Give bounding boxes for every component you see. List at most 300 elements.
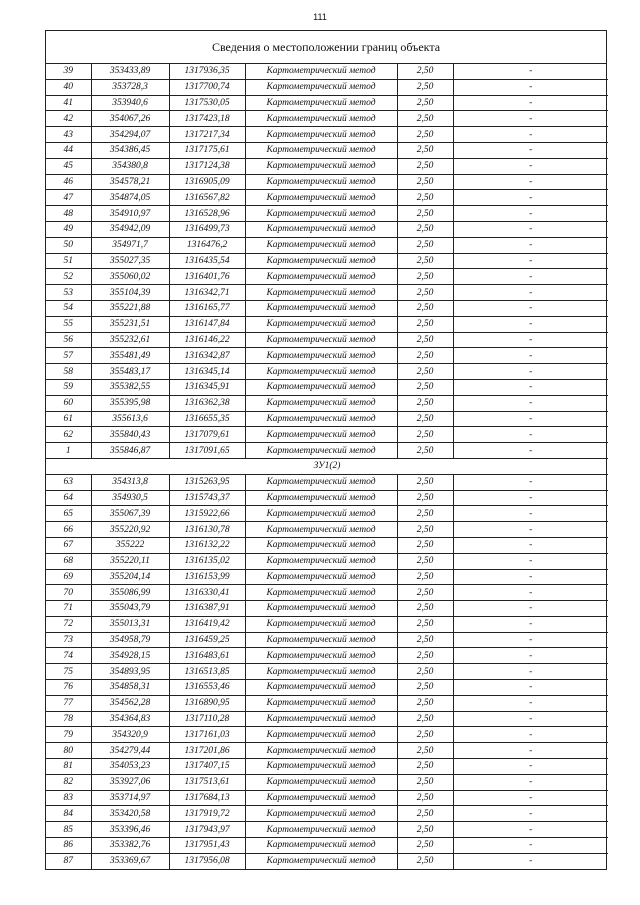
description-cell: -	[453, 522, 608, 538]
accuracy-cell: 2,50	[397, 411, 453, 427]
table-row	[46, 743, 608, 759]
point-number-cell: 68	[46, 553, 91, 569]
accuracy-cell: 2,50	[397, 680, 453, 696]
point-number-cell: 48	[46, 206, 91, 222]
table-row	[46, 285, 608, 301]
x-coordinate-cell: 354386,45	[91, 142, 169, 158]
description-cell: -	[453, 790, 608, 806]
table-row	[46, 300, 608, 316]
method-cell: Картометрический метод	[245, 727, 397, 743]
accuracy-cell: 2,50	[397, 664, 453, 680]
table-row	[46, 474, 608, 490]
description-cell: -	[453, 759, 608, 775]
x-coordinate-cell: 353382,76	[91, 838, 169, 854]
point-number-cell: 49	[46, 221, 91, 237]
description-cell: -	[453, 680, 608, 696]
point-number-cell: 76	[46, 680, 91, 696]
point-number-cell: 67	[46, 537, 91, 553]
description-cell: -	[453, 474, 608, 490]
table-row	[46, 443, 608, 459]
y-coordinate-cell: 1316655,35	[169, 411, 245, 427]
point-number-cell: 83	[46, 790, 91, 806]
method-cell: Картометрический метод	[245, 695, 397, 711]
table-row	[46, 427, 608, 443]
y-coordinate-cell: 1316483,61	[169, 648, 245, 664]
x-coordinate-cell: 354294,07	[91, 127, 169, 143]
description-cell: -	[453, 221, 608, 237]
table-row	[46, 253, 608, 269]
accuracy-cell: 2,50	[397, 759, 453, 775]
point-number-cell: 62	[46, 427, 91, 443]
x-coordinate-cell: 354364,83	[91, 711, 169, 727]
point-number-cell: 56	[46, 332, 91, 348]
y-coordinate-cell: 1316146,22	[169, 332, 245, 348]
method-cell: Картометрический метод	[245, 506, 397, 522]
accuracy-cell: 2,50	[397, 332, 453, 348]
table-row	[46, 379, 608, 395]
x-coordinate-cell: 355060,02	[91, 269, 169, 285]
y-coordinate-cell: 1316890,95	[169, 695, 245, 711]
description-cell: -	[453, 553, 608, 569]
point-number-cell: 85	[46, 822, 91, 838]
y-coordinate-cell: 1317513,61	[169, 774, 245, 790]
x-coordinate-cell: 355043,79	[91, 601, 169, 617]
method-cell: Картометрический метод	[245, 127, 397, 143]
table-row	[46, 822, 608, 838]
method-cell: Картометрический метод	[245, 616, 397, 632]
accuracy-cell: 2,50	[397, 206, 453, 222]
method-cell: Картометрический метод	[245, 790, 397, 806]
accuracy-cell: 2,50	[397, 569, 453, 585]
table-row	[46, 411, 608, 427]
method-cell: Картометрический метод	[245, 95, 397, 111]
section-row	[46, 458, 608, 474]
method-cell: Картометрический метод	[245, 585, 397, 601]
y-coordinate-cell: 1316345,14	[169, 364, 245, 380]
point-number-cell: 39	[46, 64, 91, 79]
y-coordinate-cell: 1317956,08	[169, 853, 245, 868]
accuracy-cell: 2,50	[397, 585, 453, 601]
method-cell: Картометрический метод	[245, 427, 397, 443]
accuracy-cell: 2,50	[397, 379, 453, 395]
description-cell: -	[453, 506, 608, 522]
y-coordinate-cell: 1316905,09	[169, 174, 245, 190]
y-coordinate-cell: 1317919,72	[169, 806, 245, 822]
accuracy-cell: 2,50	[397, 727, 453, 743]
method-cell: Картометрический метод	[245, 474, 397, 490]
description-cell: -	[453, 743, 608, 759]
point-number-cell: 1	[46, 443, 91, 459]
x-coordinate-cell: 355086,99	[91, 585, 169, 601]
x-coordinate-cell: 354958,79	[91, 632, 169, 648]
description-cell: -	[453, 838, 608, 854]
table-row	[46, 727, 608, 743]
point-number-cell: 82	[46, 774, 91, 790]
point-number-cell: 65	[46, 506, 91, 522]
description-cell: -	[453, 664, 608, 680]
y-coordinate-cell: 1317423,18	[169, 111, 245, 127]
description-cell: -	[453, 142, 608, 158]
accuracy-cell: 2,50	[397, 537, 453, 553]
x-coordinate-cell: 355231,51	[91, 316, 169, 332]
table-row	[46, 206, 608, 222]
x-coordinate-cell: 353927,06	[91, 774, 169, 790]
point-number-cell: 64	[46, 490, 91, 506]
description-cell: -	[453, 316, 608, 332]
description-cell: -	[453, 190, 608, 206]
y-coordinate-cell: 1317201,86	[169, 743, 245, 759]
method-cell: Картометрический метод	[245, 838, 397, 854]
method-cell: Картометрический метод	[245, 364, 397, 380]
point-number-cell: 60	[46, 395, 91, 411]
accuracy-cell: 2,50	[397, 790, 453, 806]
table-row	[46, 853, 608, 868]
accuracy-cell: 2,50	[397, 348, 453, 364]
table-row	[46, 111, 608, 127]
y-coordinate-cell: 1316499,73	[169, 221, 245, 237]
description-cell: -	[453, 695, 608, 711]
method-cell: Картометрический метод	[245, 680, 397, 696]
point-number-cell: 75	[46, 664, 91, 680]
method-cell: Картометрический метод	[245, 395, 397, 411]
method-cell: Картометрический метод	[245, 822, 397, 838]
description-cell: -	[453, 253, 608, 269]
y-coordinate-cell: 1315922,66	[169, 506, 245, 522]
accuracy-cell: 2,50	[397, 395, 453, 411]
method-cell: Картометрический метод	[245, 632, 397, 648]
y-coordinate-cell: 1316459,25	[169, 632, 245, 648]
section-label: ЗУ1(2)	[46, 458, 608, 474]
description-cell: -	[453, 616, 608, 632]
x-coordinate-cell: 354067,26	[91, 111, 169, 127]
point-number-cell: 46	[46, 174, 91, 190]
accuracy-cell: 2,50	[397, 695, 453, 711]
y-coordinate-cell: 1316476,2	[169, 237, 245, 253]
point-number-cell: 70	[46, 585, 91, 601]
table-row	[46, 142, 608, 158]
accuracy-cell: 2,50	[397, 553, 453, 569]
point-number-cell: 55	[46, 316, 91, 332]
page-number: 111	[313, 12, 327, 22]
method-cell: Картометрический метод	[245, 853, 397, 868]
x-coordinate-cell: 353369,67	[91, 853, 169, 868]
table-row	[46, 537, 608, 553]
x-coordinate-cell: 355395,98	[91, 395, 169, 411]
table-row	[46, 632, 608, 648]
method-cell: Картометрический метод	[245, 221, 397, 237]
table-row	[46, 664, 608, 680]
x-coordinate-cell: 355220,11	[91, 553, 169, 569]
method-cell: Картометрический метод	[245, 206, 397, 222]
y-coordinate-cell: 1317091,65	[169, 443, 245, 459]
accuracy-cell: 2,50	[397, 64, 453, 79]
x-coordinate-cell: 354874,05	[91, 190, 169, 206]
description-cell: -	[453, 95, 608, 111]
description-cell: -	[453, 364, 608, 380]
method-cell: Картометрический метод	[245, 711, 397, 727]
table-row	[46, 711, 608, 727]
x-coordinate-cell: 354930,5	[91, 490, 169, 506]
table-row	[46, 395, 608, 411]
x-coordinate-cell: 355232,61	[91, 332, 169, 348]
accuracy-cell: 2,50	[397, 269, 453, 285]
method-cell: Картометрический метод	[245, 285, 397, 301]
table-row	[46, 648, 608, 664]
method-cell: Картометрический метод	[245, 522, 397, 538]
description-cell: -	[453, 537, 608, 553]
point-number-cell: 63	[46, 474, 91, 490]
description-cell: -	[453, 427, 608, 443]
method-cell: Картометрический метод	[245, 190, 397, 206]
y-coordinate-cell: 1317124,38	[169, 158, 245, 174]
accuracy-cell: 2,50	[397, 743, 453, 759]
x-coordinate-cell: 353420,58	[91, 806, 169, 822]
x-coordinate-cell: 353714,97	[91, 790, 169, 806]
x-coordinate-cell: 354053,23	[91, 759, 169, 775]
description-cell: -	[453, 285, 608, 301]
point-number-cell: 78	[46, 711, 91, 727]
point-number-cell: 41	[46, 95, 91, 111]
method-cell: Картометрический метод	[245, 253, 397, 269]
y-coordinate-cell: 1316342,87	[169, 348, 245, 364]
accuracy-cell: 2,50	[397, 316, 453, 332]
description-cell: -	[453, 711, 608, 727]
accuracy-cell: 2,50	[397, 522, 453, 538]
accuracy-cell: 2,50	[397, 158, 453, 174]
description-cell: -	[453, 300, 608, 316]
method-cell: Картометрический метод	[245, 79, 397, 95]
description-cell: -	[453, 158, 608, 174]
coordinates-table	[46, 64, 608, 869]
y-coordinate-cell: 1317407,15	[169, 759, 245, 775]
y-coordinate-cell: 1315263,95	[169, 474, 245, 490]
table-row	[46, 585, 608, 601]
description-cell: -	[453, 490, 608, 506]
accuracy-cell: 2,50	[397, 127, 453, 143]
boundary-table-frame	[45, 30, 607, 870]
x-coordinate-cell: 355613,6	[91, 411, 169, 427]
point-number-cell: 79	[46, 727, 91, 743]
table-row	[46, 490, 608, 506]
table-row	[46, 174, 608, 190]
table-row	[46, 569, 608, 585]
accuracy-cell: 2,50	[397, 253, 453, 269]
table-row	[46, 64, 608, 79]
x-coordinate-cell: 354893,95	[91, 664, 169, 680]
y-coordinate-cell: 1317530,05	[169, 95, 245, 111]
accuracy-cell: 2,50	[397, 774, 453, 790]
x-coordinate-cell: 355846,87	[91, 443, 169, 459]
description-cell: -	[453, 395, 608, 411]
accuracy-cell: 2,50	[397, 300, 453, 316]
x-coordinate-cell: 355382,55	[91, 379, 169, 395]
point-number-cell: 86	[46, 838, 91, 854]
x-coordinate-cell: 354858,31	[91, 680, 169, 696]
x-coordinate-cell: 353728,3	[91, 79, 169, 95]
table-row	[46, 316, 608, 332]
description-cell: -	[453, 237, 608, 253]
point-number-cell: 54	[46, 300, 91, 316]
y-coordinate-cell: 1316513,85	[169, 664, 245, 680]
y-coordinate-cell: 1315743,37	[169, 490, 245, 506]
table-row	[46, 190, 608, 206]
method-cell: Картометрический метод	[245, 64, 397, 79]
accuracy-cell: 2,50	[397, 506, 453, 522]
y-coordinate-cell: 1316362,38	[169, 395, 245, 411]
method-cell: Картометрический метод	[245, 490, 397, 506]
y-coordinate-cell: 1316567,82	[169, 190, 245, 206]
point-number-cell: 45	[46, 158, 91, 174]
accuracy-cell: 2,50	[397, 221, 453, 237]
point-number-cell: 69	[46, 569, 91, 585]
accuracy-cell: 2,50	[397, 632, 453, 648]
accuracy-cell: 2,50	[397, 174, 453, 190]
method-cell: Картометрический метод	[245, 569, 397, 585]
accuracy-cell: 2,50	[397, 490, 453, 506]
description-cell: -	[453, 79, 608, 95]
point-number-cell: 40	[46, 79, 91, 95]
method-cell: Картометрический метод	[245, 142, 397, 158]
point-number-cell: 61	[46, 411, 91, 427]
x-coordinate-cell: 354320,9	[91, 727, 169, 743]
point-number-cell: 66	[46, 522, 91, 538]
y-coordinate-cell: 1317936,35	[169, 64, 245, 79]
point-number-cell: 81	[46, 759, 91, 775]
table-row	[46, 79, 608, 95]
y-coordinate-cell: 1316165,77	[169, 300, 245, 316]
x-coordinate-cell: 353396,46	[91, 822, 169, 838]
x-coordinate-cell: 355222	[91, 537, 169, 553]
x-coordinate-cell: 355067,39	[91, 506, 169, 522]
x-coordinate-cell: 355104,39	[91, 285, 169, 301]
description-cell: -	[453, 569, 608, 585]
accuracy-cell: 2,50	[397, 79, 453, 95]
table-row	[46, 680, 608, 696]
point-number-cell: 43	[46, 127, 91, 143]
accuracy-cell: 2,50	[397, 616, 453, 632]
point-number-cell: 59	[46, 379, 91, 395]
point-number-cell: 74	[46, 648, 91, 664]
table-row	[46, 269, 608, 285]
table-row	[46, 95, 608, 111]
method-cell: Картометрический метод	[245, 300, 397, 316]
y-coordinate-cell: 1316330,41	[169, 585, 245, 601]
method-cell: Картометрический метод	[245, 806, 397, 822]
y-coordinate-cell: 1317110,28	[169, 711, 245, 727]
point-number-cell: 52	[46, 269, 91, 285]
y-coordinate-cell: 1317951,43	[169, 838, 245, 854]
accuracy-cell: 2,50	[397, 427, 453, 443]
point-number-cell: 72	[46, 616, 91, 632]
description-cell: -	[453, 111, 608, 127]
table-row	[46, 127, 608, 143]
method-cell: Картометрический метод	[245, 411, 397, 427]
x-coordinate-cell: 354279,44	[91, 743, 169, 759]
point-number-cell: 73	[46, 632, 91, 648]
x-coordinate-cell: 355013,31	[91, 616, 169, 632]
y-coordinate-cell: 1316147,84	[169, 316, 245, 332]
y-coordinate-cell: 1317217,34	[169, 127, 245, 143]
description-cell: -	[453, 127, 608, 143]
point-number-cell: 47	[46, 190, 91, 206]
table-row	[46, 364, 608, 380]
method-cell: Картометрический метод	[245, 111, 397, 127]
point-number-cell: 84	[46, 806, 91, 822]
method-cell: Картометрический метод	[245, 332, 397, 348]
y-coordinate-cell: 1317161,03	[169, 727, 245, 743]
description-cell: -	[453, 727, 608, 743]
accuracy-cell: 2,50	[397, 285, 453, 301]
table-row	[46, 522, 608, 538]
method-cell: Картометрический метод	[245, 664, 397, 680]
table-row	[46, 601, 608, 617]
description-cell: -	[453, 774, 608, 790]
description-cell: -	[453, 648, 608, 664]
x-coordinate-cell: 354942,09	[91, 221, 169, 237]
method-cell: Картометрический метод	[245, 759, 397, 775]
description-cell: -	[453, 822, 608, 838]
accuracy-cell: 2,50	[397, 111, 453, 127]
description-cell: -	[453, 206, 608, 222]
x-coordinate-cell: 354380,8	[91, 158, 169, 174]
accuracy-cell: 2,50	[397, 806, 453, 822]
accuracy-cell: 2,50	[397, 95, 453, 111]
accuracy-cell: 2,50	[397, 822, 453, 838]
point-number-cell: 71	[46, 601, 91, 617]
description-cell: -	[453, 379, 608, 395]
y-coordinate-cell: 1316528,96	[169, 206, 245, 222]
y-coordinate-cell: 1316401,76	[169, 269, 245, 285]
point-number-cell: 51	[46, 253, 91, 269]
method-cell: Картометрический метод	[245, 601, 397, 617]
x-coordinate-cell: 354562,28	[91, 695, 169, 711]
x-coordinate-cell: 354578,21	[91, 174, 169, 190]
method-cell: Картометрический метод	[245, 237, 397, 253]
point-number-cell: 87	[46, 853, 91, 868]
x-coordinate-cell: 354971,7	[91, 237, 169, 253]
table-row	[46, 506, 608, 522]
y-coordinate-cell: 1316345,91	[169, 379, 245, 395]
accuracy-cell: 2,50	[397, 711, 453, 727]
x-coordinate-cell: 354928,15	[91, 648, 169, 664]
accuracy-cell: 2,50	[397, 838, 453, 854]
x-coordinate-cell: 355483,17	[91, 364, 169, 380]
table-row	[46, 237, 608, 253]
y-coordinate-cell: 1317079,61	[169, 427, 245, 443]
x-coordinate-cell: 355027,35	[91, 253, 169, 269]
accuracy-cell: 2,50	[397, 142, 453, 158]
table-heading: Сведения о местоположении границ объекта	[46, 31, 606, 64]
y-coordinate-cell: 1316419,42	[169, 616, 245, 632]
method-cell: Картометрический метод	[245, 553, 397, 569]
y-coordinate-cell: 1316435,54	[169, 253, 245, 269]
table-row	[46, 774, 608, 790]
table-row	[46, 790, 608, 806]
y-coordinate-cell: 1316553,46	[169, 680, 245, 696]
method-cell: Картометрический метод	[245, 443, 397, 459]
description-cell: -	[453, 632, 608, 648]
description-cell: -	[453, 411, 608, 427]
accuracy-cell: 2,50	[397, 648, 453, 664]
x-coordinate-cell: 355840,43	[91, 427, 169, 443]
method-cell: Картометрический метод	[245, 537, 397, 553]
method-cell: Картометрический метод	[245, 269, 397, 285]
description-cell: -	[453, 806, 608, 822]
y-coordinate-cell: 1317700,74	[169, 79, 245, 95]
accuracy-cell: 2,50	[397, 190, 453, 206]
y-coordinate-cell: 1316153,99	[169, 569, 245, 585]
table-row	[46, 806, 608, 822]
